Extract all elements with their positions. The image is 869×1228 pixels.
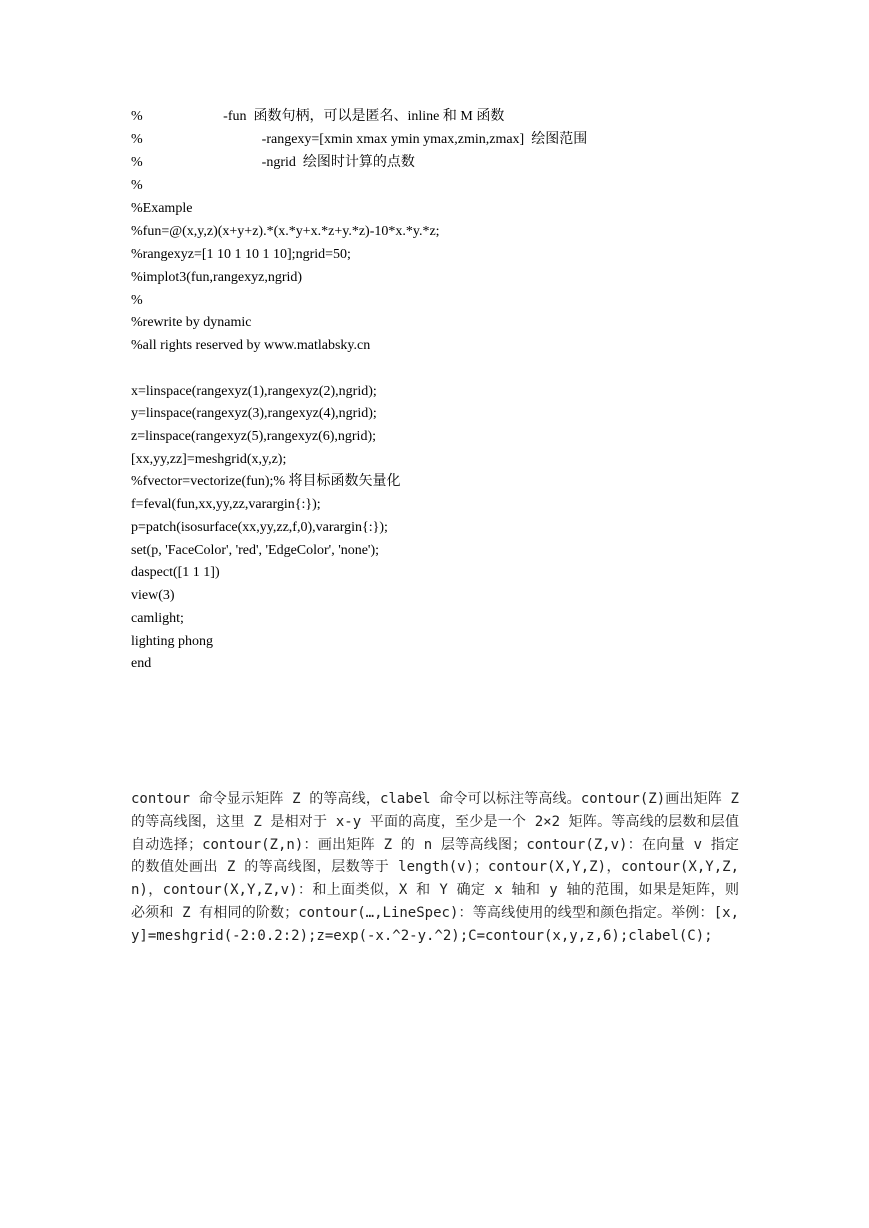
code-line: lighting phong <box>131 634 214 649</box>
code-line: end <box>131 656 152 671</box>
code-line: view(3) <box>131 588 175 603</box>
code-line: %implot3(fun,rangexyz,ngrid) <box>131 270 303 285</box>
code-line: %Example <box>131 201 193 216</box>
code-line: % <box>131 178 143 193</box>
code-line: z=linspace(rangexyz(5),rangexyz(6),ngrid); <box>131 429 376 444</box>
code-line: daspect([1 1 1]) <box>131 565 220 580</box>
code-line: %all rights reserved by www.matlabsky.cn <box>131 338 371 353</box>
contour-description-paragraph: contour 命令显示矩阵 Z 的等高线，clabel 命令可以标注等高线。contour(Z)画出矩阵 Z 的等高线图，这里 Z 是相对于 x-y 平面的高度，至少是一个 2×2 矩阵。等高线的层数和层值自动选择；contour(Z,n)：画出矩阵 Z 的 n 层等高线图；contour(Z,v)：在向量 v 指定的数值处画出 Z 的等高线图，层数等于 length(v)；contour(X,Y,Z)，contour(X,Y,Z,n)，contour(X,Y,Z,v)：和上面类似，X 和 Y 确定 x 轴和 y 轴的范围，如果是矩阵，则必须和 Z 有相同的阶数；contour(…,LineSpec)：等高线使用的线型和颜色指定。举例：[x,y]=meshgrid(-2:0.2:2);z=exp(-x.^2-y.^2);C=contour(x,y,z,6);clabel(C); <box>131 791 739 944</box>
code-line: % -ngrid 绘图时计算的点数 <box>131 155 415 170</box>
code-line: %rewrite by dynamic <box>131 315 252 330</box>
code-line: x=linspace(rangexyz(1),rangexyz(2),ngrid); <box>131 384 377 399</box>
code-line: %rangexyz=[1 10 1 10 1 10];ngrid=50; <box>131 247 351 262</box>
code-line: y=linspace(rangexyz(3),rangexyz(4),ngrid); <box>131 406 377 421</box>
code-line: % -fun 函数句柄，可以是匿名、inline 和 M 函数 <box>131 109 505 124</box>
code-line: camlight; <box>131 611 184 626</box>
code-line: f=feval(fun,xx,yy,zz,varargin{:}); <box>131 497 321 512</box>
code-line: set(p, 'FaceColor', 'red', 'EdgeColor', 'none'); <box>131 543 380 558</box>
code-line: %fun=@(x,y,z)(x+y+z).*(x.*y+x.*z+y.*z)-10*x.*y.*z; <box>131 224 440 239</box>
code-line: [xx,yy,zz]=meshgrid(x,y,z); <box>131 452 287 467</box>
code-line: % -rangexy=[xmin xmax ymin ymax,zmin,zmax] 绘图范围 <box>131 132 588 147</box>
code-line: %fvector=vectorize(fun);% 将目标函数矢量化 <box>131 474 401 489</box>
code-line: p=patch(isosurface(xx,yy,zz,f,0),varargin{:}); <box>131 520 388 535</box>
code-line: % <box>131 293 143 308</box>
